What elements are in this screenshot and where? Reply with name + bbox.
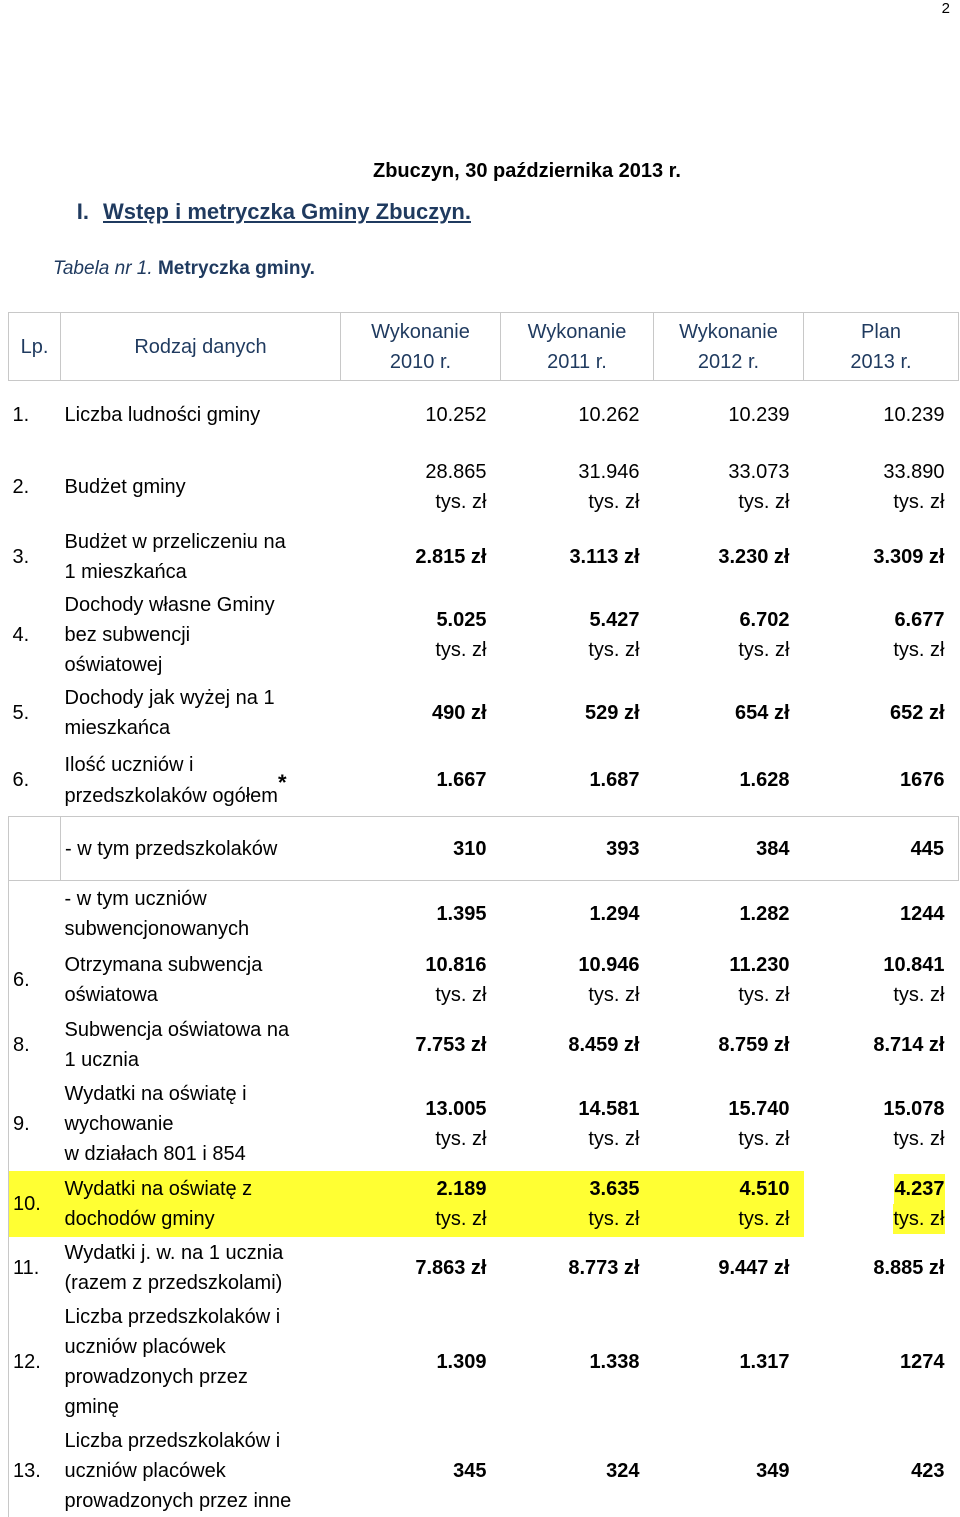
label-line: prowadzonych przez inne bbox=[64, 1489, 292, 1512]
value-line: 3.309 zł bbox=[873, 545, 945, 568]
table-row bbox=[9, 589, 959, 681]
header-2013-l2: 2013 r. bbox=[850, 350, 912, 373]
label-line: (razem z przedszkolami) bbox=[64, 1271, 283, 1294]
value-line: 8.459 zł bbox=[568, 1033, 640, 1056]
value-line: 529 zł bbox=[585, 701, 640, 724]
value-line: 310 bbox=[453, 837, 487, 860]
row-lp: 2. bbox=[12, 475, 30, 498]
header-2012 bbox=[654, 313, 804, 381]
value-2013 bbox=[804, 449, 959, 525]
value-2013 bbox=[804, 1237, 959, 1299]
label-line: Budżet gminy bbox=[64, 475, 186, 498]
page-number: 2 bbox=[941, 0, 950, 17]
value-2013 bbox=[804, 1171, 959, 1237]
value-2010 bbox=[341, 745, 501, 817]
value-line: 1.317 bbox=[739, 1350, 790, 1373]
label-line: przedszkolaków ogółem bbox=[64, 784, 278, 807]
value-line: 1.338 bbox=[589, 1350, 640, 1373]
value-2013 bbox=[804, 881, 959, 947]
value-line: 1.395 bbox=[436, 902, 487, 925]
label-line: Budżet w przeliczeniu na bbox=[64, 530, 286, 553]
value-line: 1.687 bbox=[589, 769, 640, 792]
value-2013 bbox=[804, 381, 959, 449]
value-2012 bbox=[654, 589, 804, 681]
table-row bbox=[9, 817, 959, 881]
row-lp: 8. bbox=[9, 1013, 61, 1077]
row-label bbox=[61, 1077, 341, 1171]
value-line: 10.946 bbox=[578, 953, 640, 976]
value-2012 bbox=[654, 947, 804, 1013]
date-line: Zbuczyn, 30 października 2013 r. bbox=[373, 160, 681, 182]
table-row bbox=[9, 525, 959, 589]
value-line: 28.865 bbox=[425, 460, 487, 483]
value-2012 bbox=[654, 381, 804, 449]
value-unit: tys. zł bbox=[435, 1127, 487, 1150]
value-2010 bbox=[341, 1425, 501, 1517]
value-line: 1.667 bbox=[436, 769, 487, 792]
value-line: 1274 bbox=[900, 1350, 945, 1373]
value-2010 bbox=[341, 1171, 501, 1237]
value-2011 bbox=[501, 947, 654, 1013]
value-line: 6.677 bbox=[894, 608, 945, 631]
label-line: Dochody własne Gminy bbox=[64, 593, 275, 616]
label-line: Wydatki j. w. na 1 ucznia bbox=[64, 1241, 284, 1264]
table-row bbox=[9, 881, 959, 947]
label-line: prowadzonych przez bbox=[64, 1365, 248, 1388]
header-2013 bbox=[804, 313, 959, 381]
label-line: dochodów gminy bbox=[64, 1207, 215, 1230]
label-line: Dochody jak wyżej na 1 bbox=[64, 686, 275, 709]
label-line: 1 mieszkańca bbox=[64, 560, 187, 583]
row-label bbox=[61, 881, 341, 947]
label-line: Liczba ludności gminy bbox=[64, 403, 261, 426]
row-lp bbox=[9, 817, 61, 881]
label-line: Wydatki na oświatę z bbox=[64, 1177, 253, 1200]
row-lp: 12. bbox=[9, 1299, 61, 1425]
table-row bbox=[9, 681, 959, 745]
value-2012 bbox=[654, 681, 804, 745]
value-line: 393 bbox=[606, 837, 640, 860]
table-row bbox=[9, 745, 959, 817]
value-unit: tys. zł bbox=[435, 638, 487, 661]
value-unit: tys. zł bbox=[738, 638, 790, 661]
value-2010 bbox=[341, 1013, 501, 1077]
value-line: 384 bbox=[756, 837, 790, 860]
label-line: gminę bbox=[64, 1395, 119, 1418]
value-line: 8.759 zł bbox=[718, 1033, 790, 1056]
section-number: I. bbox=[76, 199, 89, 224]
label-line: Liczba przedszkolaków i bbox=[64, 1429, 281, 1452]
label-line: oświatowa bbox=[64, 983, 158, 1006]
row-lp: 6. bbox=[12, 769, 30, 792]
header-2010-l1: Wykonanie bbox=[371, 320, 470, 343]
row-lp: 11. bbox=[9, 1237, 61, 1299]
value-line: 33.890 bbox=[883, 460, 945, 483]
caption-prefix: Tabela nr 1. bbox=[53, 258, 153, 279]
value-line: 654 zł bbox=[735, 701, 790, 724]
value-2010 bbox=[341, 817, 501, 881]
table-row bbox=[9, 1237, 959, 1299]
label-line: uczniów placówek bbox=[64, 1459, 226, 1482]
row-lp bbox=[9, 881, 61, 947]
table-row bbox=[9, 449, 959, 525]
table-row bbox=[9, 381, 959, 449]
label-line: 1 ucznia bbox=[64, 1048, 139, 1071]
value-unit: tys. zł bbox=[588, 1207, 640, 1230]
value-unit: tys. zł bbox=[893, 1204, 944, 1234]
value-line: 31.946 bbox=[578, 460, 640, 483]
value-2011 bbox=[501, 745, 654, 817]
value-line: 4.237 bbox=[894, 1174, 944, 1204]
value-2010 bbox=[341, 381, 501, 449]
value-2010 bbox=[341, 947, 501, 1013]
header-2011-l1: Wykonanie bbox=[527, 320, 627, 343]
value-line: 4.510 bbox=[739, 1177, 790, 1200]
table-caption bbox=[53, 258, 315, 280]
row-lp: 5. bbox=[12, 701, 30, 724]
row-label bbox=[61, 381, 341, 449]
value-2010 bbox=[341, 589, 501, 681]
label-line: - w tym przedszkolaków bbox=[65, 837, 278, 860]
value-unit: tys. zł bbox=[893, 1127, 945, 1150]
value-line: 2.815 zł bbox=[415, 545, 487, 568]
value-2011 bbox=[501, 881, 654, 947]
value-2012 bbox=[654, 449, 804, 525]
header-2012-l1: Wykonanie bbox=[679, 320, 778, 343]
value-2013 bbox=[804, 681, 959, 745]
value-unit: tys. zł bbox=[435, 983, 487, 1006]
caption-title: Metryczka gminy. bbox=[157, 258, 315, 279]
row-lp: 3. bbox=[12, 545, 30, 568]
value-2010 bbox=[341, 1237, 501, 1299]
value-line: 490 zł bbox=[432, 701, 487, 724]
value-line: 33.073 bbox=[728, 460, 790, 483]
table-row bbox=[9, 947, 959, 1013]
value-line: 1.294 bbox=[589, 902, 640, 925]
value-line: 5.427 bbox=[589, 608, 640, 631]
row-label bbox=[61, 947, 341, 1013]
label-line: Ilość uczniów i bbox=[64, 753, 194, 776]
row-lp: 13. bbox=[9, 1425, 61, 1517]
value-2011 bbox=[501, 1077, 654, 1171]
row-label bbox=[61, 745, 341, 817]
label-line: bez subwencji bbox=[64, 623, 191, 646]
table-row bbox=[9, 1171, 959, 1237]
value-unit: tys. zł bbox=[738, 490, 790, 513]
value-2012 bbox=[654, 1299, 804, 1425]
value-line: 3.230 zł bbox=[718, 545, 790, 568]
value-line: 349 bbox=[756, 1459, 790, 1482]
row-label bbox=[61, 817, 341, 881]
value-2010 bbox=[341, 1077, 501, 1171]
value-line: 7.863 zł bbox=[415, 1256, 487, 1279]
value-2010 bbox=[341, 1299, 501, 1425]
value-unit: tys. zł bbox=[738, 1207, 790, 1230]
label-line: Otrzymana subwencja bbox=[64, 953, 263, 976]
row-label bbox=[61, 681, 341, 745]
value-line: 3.635 bbox=[589, 1177, 640, 1200]
row-label bbox=[61, 1013, 341, 1077]
value-line: 324 bbox=[606, 1459, 640, 1482]
label-line: wychowanie bbox=[64, 1112, 174, 1135]
value-2010 bbox=[341, 881, 501, 947]
label-line: mieszkańca bbox=[64, 716, 171, 739]
value-line: 1.282 bbox=[739, 902, 790, 925]
value-2013 bbox=[804, 745, 959, 817]
value-line: 345 bbox=[453, 1459, 487, 1482]
value-2012 bbox=[654, 817, 804, 881]
value-2013 bbox=[804, 525, 959, 589]
value-2013 bbox=[804, 589, 959, 681]
value-line: 10.262 bbox=[578, 403, 640, 426]
row-lp: 4. bbox=[12, 623, 30, 646]
table-row bbox=[9, 1299, 959, 1425]
value-2010 bbox=[341, 525, 501, 589]
table-row bbox=[9, 1425, 959, 1517]
value-2012 bbox=[654, 745, 804, 817]
row-label bbox=[61, 1425, 341, 1517]
header-2011-l2: 2011 r. bbox=[547, 350, 607, 373]
value-unit: tys. zł bbox=[893, 638, 945, 661]
value-2010 bbox=[341, 449, 501, 525]
value-2011 bbox=[501, 1237, 654, 1299]
value-line: 14.581 bbox=[578, 1097, 640, 1120]
label-line: subwencjonowanych bbox=[64, 917, 250, 940]
value-unit: tys. zł bbox=[435, 1207, 487, 1230]
value-2011 bbox=[501, 681, 654, 745]
row-lp: 1. bbox=[12, 403, 30, 426]
value-line: 8.885 zł bbox=[873, 1256, 945, 1279]
value-2012 bbox=[654, 1077, 804, 1171]
value-line: 13.005 bbox=[425, 1097, 487, 1120]
value-line: 3.113 zł bbox=[569, 545, 640, 568]
value-2012 bbox=[654, 1013, 804, 1077]
header-2011 bbox=[501, 313, 654, 381]
value-2011 bbox=[501, 381, 654, 449]
value-line: 1.309 bbox=[436, 1350, 487, 1373]
value-unit: tys. zł bbox=[588, 490, 640, 513]
value-line: 11.230 bbox=[729, 953, 790, 976]
value-2012 bbox=[654, 1171, 804, 1237]
section-title: Wstęp i metryczka Gminy Zbuczyn. bbox=[103, 199, 471, 224]
value-unit: tys. zł bbox=[893, 490, 945, 513]
table-row bbox=[9, 1077, 959, 1171]
value-line: 15.740 bbox=[728, 1097, 790, 1120]
header-2010-l2: 2010 r. bbox=[389, 350, 452, 373]
footnote-star: * bbox=[277, 769, 287, 795]
row-label bbox=[61, 1299, 341, 1425]
value-2012 bbox=[654, 525, 804, 589]
value-2013 bbox=[804, 817, 959, 881]
value-unit: tys. zł bbox=[738, 1127, 790, 1150]
header-lp: Lp. bbox=[9, 313, 61, 381]
value-line: 10.252 bbox=[425, 403, 487, 426]
header-rodzaj: Rodzaj danych bbox=[61, 313, 341, 381]
value-2013 bbox=[804, 1013, 959, 1077]
value-line: 1.628 bbox=[739, 769, 790, 792]
value-line: 5.025 bbox=[436, 608, 487, 631]
value-line: 6.702 bbox=[739, 608, 790, 631]
value-unit: tys. zł bbox=[588, 638, 640, 661]
value-line: 2.189 bbox=[436, 1177, 487, 1200]
header-2010 bbox=[341, 313, 501, 381]
label-line: oświatowej bbox=[64, 653, 163, 676]
value-2010 bbox=[341, 681, 501, 745]
row-lp: 9. bbox=[9, 1077, 61, 1171]
value-2013 bbox=[804, 1077, 959, 1171]
row-label bbox=[61, 449, 341, 525]
value-2012 bbox=[654, 1425, 804, 1517]
label-line: - w tym uczniów bbox=[64, 887, 207, 910]
value-2011 bbox=[501, 1299, 654, 1425]
value-line: 10.239 bbox=[728, 403, 790, 426]
label-line: Subwencja oświatowa na bbox=[64, 1018, 290, 1041]
row-label bbox=[61, 525, 341, 589]
value-2013 bbox=[804, 947, 959, 1013]
value-2013 bbox=[804, 1299, 959, 1425]
value-line: 445 bbox=[910, 837, 944, 860]
value-line: 8.773 zł bbox=[568, 1256, 640, 1279]
header-2012-l2: 2012 r. bbox=[697, 350, 760, 373]
value-line: 15.078 bbox=[883, 1097, 945, 1120]
value-unit: tys. zł bbox=[588, 1127, 640, 1150]
row-lp: 10. bbox=[9, 1171, 61, 1237]
value-line: 8.714 zł bbox=[873, 1033, 945, 1056]
value-2012 bbox=[654, 881, 804, 947]
row-label bbox=[61, 1237, 341, 1299]
metryczka-table bbox=[8, 312, 959, 1517]
value-line: 10.816 bbox=[425, 953, 487, 976]
label-line: Wydatki na oświatę i bbox=[64, 1082, 247, 1105]
value-line: 10.239 bbox=[883, 403, 945, 426]
header-2013-l1: Plan bbox=[860, 320, 902, 343]
table-header-row bbox=[9, 313, 959, 381]
value-unit: tys. zł bbox=[435, 490, 487, 513]
value-2011 bbox=[501, 525, 654, 589]
row-label bbox=[61, 589, 341, 681]
value-line: 423 bbox=[911, 1459, 945, 1482]
value-line: 9.447 zł bbox=[718, 1256, 790, 1279]
value-2011 bbox=[501, 589, 654, 681]
value-line: 7.753 zł bbox=[415, 1033, 487, 1056]
label-line: Liczba przedszkolaków i bbox=[64, 1305, 281, 1328]
value-2011 bbox=[501, 1171, 654, 1237]
value-unit: tys. zł bbox=[588, 983, 640, 1006]
value-line: 10.841 bbox=[883, 953, 945, 976]
label-line: w działach 801 i 854 bbox=[64, 1142, 246, 1165]
value-2011 bbox=[501, 449, 654, 525]
value-2013 bbox=[804, 1425, 959, 1517]
row-lp: 6. bbox=[9, 947, 61, 1013]
row-label bbox=[61, 1171, 341, 1237]
label-line: uczniów placówek bbox=[64, 1335, 226, 1358]
value-unit: tys. zł bbox=[738, 983, 790, 1006]
value-line: 1244 bbox=[900, 902, 945, 925]
value-unit: tys. zł bbox=[893, 983, 945, 1006]
value-2011 bbox=[501, 1013, 654, 1077]
value-line: 1676 bbox=[900, 769, 945, 792]
value-2011 bbox=[501, 817, 654, 881]
table-row bbox=[9, 1013, 959, 1077]
value-2012 bbox=[654, 1237, 804, 1299]
section-heading bbox=[52, 199, 471, 225]
value-2011 bbox=[501, 1425, 654, 1517]
value-line: 652 zł bbox=[890, 701, 945, 724]
